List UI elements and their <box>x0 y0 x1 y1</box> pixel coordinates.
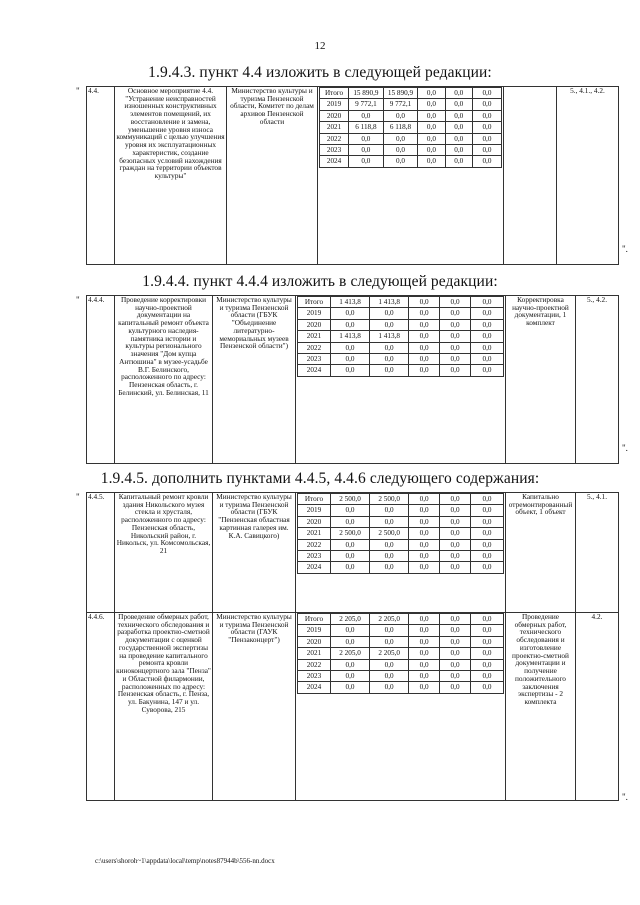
section-heading-4-4-5-6: 1.9.4.5. дополнить пунктами 4.4.5, 4.4.6 следующего содержания: <box>100 470 540 487</box>
item-executor: Министерство культуры и туризма Пензенской области (ГБУК "Пензенская областная картинная галерея им. К.А. Савицкого) <box>213 493 296 613</box>
item-name: Капитальный ремонт кровли здания Никольского музея стекла и хрусталя, расположенного по адресу: Пензенская область, Никольский район, г. Никольск, ул. Комсомольская, 21 <box>115 493 213 613</box>
finance-value: 0,0 <box>349 156 384 167</box>
finance-value: 0,0 <box>470 516 503 527</box>
finance-value: 0,0 <box>418 110 445 121</box>
finance-value: 0,0 <box>472 110 501 121</box>
item-name: Проведение обмерных работ, технического обследования и разработка проектно-сметной документации с оценкой государственной экспертизы на проведение капитального ремонта кровли киноконцертного зала "Пенза" и Областной филармонии, расположенных по адресу: Пензенская область, г. Пенза, ул. Бакунина, 147 и ул. Суворова, 215 <box>115 613 213 801</box>
finance-value: 0,0 <box>470 528 503 539</box>
finance-value: 0,0 <box>445 110 472 121</box>
finance-value: 0,0 <box>470 319 503 330</box>
finance-value: 2 205,0 <box>370 614 409 625</box>
finance-value: 1 413,8 <box>370 331 409 342</box>
finance-value: 0,0 <box>472 88 501 99</box>
finance-period: 2019 <box>298 308 331 319</box>
item-name: Основное мероприятие 4.4. "Устранение неисправностей изношенных конструктивных элементов помещений, их восстановление и замена, уменьшение уровня износа коммуникаций с целью улучшения уровня их эксплуатационных характеристик, создание безопасных условий нахождения граждан на территории объектов культуры" <box>115 87 227 265</box>
finance-value: 0,0 <box>370 353 409 364</box>
finance-value: 0,0 <box>440 625 471 636</box>
finance-value: 0,0 <box>330 670 369 681</box>
finance-value: 0,0 <box>349 133 384 144</box>
finance-value: 0,0 <box>445 133 472 144</box>
finance-value: 9 772,1 <box>349 99 384 110</box>
finance-value: 0,0 <box>370 636 409 647</box>
finance-period: Итого <box>298 494 331 505</box>
finance-value: 0,0 <box>470 539 503 550</box>
finance-period: Итого <box>298 297 331 308</box>
item-executor: Министерство культуры и туризма Пензенской области (ГБУК "Объединение литературно-мемориальных музеев Пензенской области") <box>213 296 296 464</box>
finance-value: 0,0 <box>409 562 440 573</box>
item-number: 4.4.6. <box>87 613 115 801</box>
finance-row <box>298 494 504 505</box>
finance-value: 0,0 <box>370 505 409 516</box>
finance-value: 0,0 <box>383 110 418 121</box>
finance-value: 0,0 <box>370 562 409 573</box>
finance-period: 2021 <box>298 648 331 659</box>
finance-value: 0,0 <box>470 562 503 573</box>
finance-value: 0,0 <box>409 636 440 647</box>
finance-value: 0,0 <box>470 550 503 561</box>
finance-row <box>298 353 504 364</box>
finance-value: 6 118,8 <box>383 122 418 133</box>
finance-row <box>298 308 504 319</box>
finance-value: 0,0 <box>330 682 369 693</box>
finance-period: 2021 <box>298 331 331 342</box>
finance-value: 0,0 <box>409 550 440 561</box>
finance-value: 0,0 <box>330 550 369 561</box>
finance-value: 0,0 <box>470 682 503 693</box>
finance-period: 2020 <box>298 516 331 527</box>
finance-row <box>320 122 502 133</box>
finance-value: 0,0 <box>370 342 409 353</box>
finance-period: 2020 <box>320 110 349 121</box>
finance-value: 0,0 <box>445 122 472 133</box>
finance-row <box>298 539 504 550</box>
finance-value: 0,0 <box>370 682 409 693</box>
finance-value: 0,0 <box>370 308 409 319</box>
finance-row <box>298 528 504 539</box>
finance-value: 0,0 <box>440 614 471 625</box>
finance-value: 0,0 <box>472 144 501 155</box>
finance-value: 0,0 <box>418 133 445 144</box>
finance-value: 0,0 <box>470 505 503 516</box>
finance-value: 0,0 <box>383 133 418 144</box>
finance-row <box>298 648 504 659</box>
finance-value: 0,0 <box>349 144 384 155</box>
finance-value: 0,0 <box>409 308 440 319</box>
table-items-4-4-5-6 <box>86 492 619 801</box>
finance-value: 0,0 <box>418 122 445 133</box>
finance-value: 15 890,9 <box>349 88 384 99</box>
finance-value: 0,0 <box>330 319 369 330</box>
open-quote-1: " <box>76 86 80 96</box>
finance-value: 2 205,0 <box>330 614 369 625</box>
finance-value: 0,0 <box>409 516 440 527</box>
finance-value: 0,0 <box>440 505 471 516</box>
finance-value: 0,0 <box>470 636 503 647</box>
section-heading-4-4-4: 1.9.4.4. пункт 4.4.4 изложить в следующей редакции: <box>142 273 498 290</box>
finance-period: 2022 <box>298 342 331 353</box>
finance-value: 0,0 <box>370 516 409 527</box>
finance-value: 2 205,0 <box>370 648 409 659</box>
finance-value: 0,0 <box>383 156 418 167</box>
finance-value: 0,0 <box>470 494 503 505</box>
finance-value: 0,0 <box>370 670 409 681</box>
finance-period: 2023 <box>320 144 349 155</box>
finance-value: 0,0 <box>409 365 440 376</box>
finance-value: 2 500,0 <box>370 494 409 505</box>
finance-row <box>320 144 502 155</box>
finance-period: 2019 <box>320 99 349 110</box>
footer-file-path: c:\users\shoroh~1\appdata\local\temp\notes87944b\556-nn.docx <box>95 857 275 865</box>
finance-row <box>298 670 504 681</box>
item-name: Проведение корректировки научно-проектной документации на капитальный ремонт объекта культурного наследия-памятника истории и культуры регионального значения "Дом купца Антюшина" в музее-усадьбе В.Г. Белинского, расположенного по адресу: Пензенская область, г. Белинский, ул. Белинская, 11 <box>115 296 213 464</box>
finance-value: 0,0 <box>470 614 503 625</box>
finance-value: 0,0 <box>330 562 369 573</box>
finance-row <box>298 659 504 670</box>
item-number: 4.4. <box>87 87 115 265</box>
finance-value: 1 413,8 <box>330 297 369 308</box>
finance-value: 0,0 <box>470 353 503 364</box>
finance-period: 2022 <box>320 133 349 144</box>
finance-value: 0,0 <box>330 625 369 636</box>
finance-value: 0,0 <box>470 625 503 636</box>
finance-period: 2024 <box>298 682 331 693</box>
finance-value: 0,0 <box>330 539 369 550</box>
finance-grid <box>319 87 502 168</box>
close-quote-1: ". <box>622 244 628 254</box>
finance-period: 2020 <box>298 319 331 330</box>
finance-row <box>298 625 504 636</box>
finance-value: 1 413,8 <box>330 331 369 342</box>
finance-value: 2 500,0 <box>370 528 409 539</box>
finance-value: 0,0 <box>470 331 503 342</box>
finance-value: 0,0 <box>470 342 503 353</box>
finance-grid <box>297 493 504 574</box>
finance-period: 2024 <box>320 156 349 167</box>
item-executor: Министерство культуры и туризма Пензенской области, Комитет по делам архивов Пензенской области <box>227 87 318 265</box>
item-ref: 5., 4.1., 4.2. <box>557 87 619 265</box>
finance-row <box>298 297 504 308</box>
finance-period: 2021 <box>298 528 331 539</box>
item-result: Проведение обмерных работ, технического обследования и изготовление проектно-сметной документации и получение положительного заключения экспертизы - 2 комплекта <box>506 613 576 801</box>
finance-value: 0,0 <box>418 88 445 99</box>
finance-period: 2021 <box>320 122 349 133</box>
finance-value: 0,0 <box>472 122 501 133</box>
finance-value: 0,0 <box>370 365 409 376</box>
finance-period: 2020 <box>298 636 331 647</box>
item-ref: 4.2. <box>576 613 619 801</box>
finance-value: 0,0 <box>409 494 440 505</box>
table-item-4-4 <box>86 86 619 265</box>
finance-value: 0,0 <box>330 659 369 670</box>
finance-value: 0,0 <box>440 494 471 505</box>
finance-value: 0,0 <box>409 659 440 670</box>
finance-period: 2024 <box>298 365 331 376</box>
finance-row <box>298 614 504 625</box>
finance-value: 0,0 <box>330 516 369 527</box>
finance-value: 0,0 <box>440 670 471 681</box>
finance-value: 0,0 <box>445 144 472 155</box>
finance-value: 0,0 <box>440 659 471 670</box>
finance-value: 0,0 <box>409 297 440 308</box>
finance-value: 0,0 <box>383 144 418 155</box>
finance-value: 0,0 <box>445 156 472 167</box>
finance-value: 0,0 <box>370 659 409 670</box>
item-result: Капитально отремонтированный объект, 1 объект <box>506 493 576 613</box>
finance-period: 2022 <box>298 659 331 670</box>
finance-value: 0,0 <box>440 342 471 353</box>
finance-row <box>298 516 504 527</box>
finance-value: 2 500,0 <box>330 528 369 539</box>
finance-value: 0,0 <box>330 365 369 376</box>
finance-value: 0,0 <box>409 505 440 516</box>
finance-period: 2023 <box>298 670 331 681</box>
finance-period: 2019 <box>298 505 331 516</box>
finance-period: 2023 <box>298 353 331 364</box>
finance-value: 0,0 <box>472 156 501 167</box>
item-ref: 5., 4.2. <box>576 296 619 464</box>
finance-value: 0,0 <box>330 353 369 364</box>
finance-grid <box>297 613 504 694</box>
section-heading-4-4: 1.9.4.3. пункт 4.4 изложить в следующей редакции: <box>148 64 492 81</box>
item-number: 4.4.4. <box>87 296 115 464</box>
finance-value: 0,0 <box>440 539 471 550</box>
finance-value: 0,0 <box>409 614 440 625</box>
finance-value: 0,0 <box>470 297 503 308</box>
finance-period: Итого <box>320 88 349 99</box>
finance-row <box>298 505 504 516</box>
open-quote-2: " <box>76 295 80 305</box>
finance-value: 0,0 <box>440 550 471 561</box>
finance-value: 0,0 <box>370 625 409 636</box>
page-number: 12 <box>314 40 326 52</box>
finance-value: 0,0 <box>470 308 503 319</box>
finance-value: 0,0 <box>409 625 440 636</box>
finance-value: 0,0 <box>470 659 503 670</box>
finance-value: 6 118,8 <box>349 122 384 133</box>
item-number: 4.4.5. <box>87 493 115 613</box>
finance-value: 0,0 <box>418 99 445 110</box>
finance-value: 0,0 <box>409 670 440 681</box>
finance-value: 0,0 <box>470 670 503 681</box>
finance-value: 9 772,1 <box>383 99 418 110</box>
finance-value: 0,0 <box>409 648 440 659</box>
finance-period: Итого <box>298 614 331 625</box>
finance-period: 2024 <box>298 562 331 573</box>
finance-row <box>298 342 504 353</box>
finance-value: 0,0 <box>440 365 471 376</box>
close-quote-3: ". <box>622 792 628 802</box>
finance-value: 0,0 <box>440 297 471 308</box>
table-item-4-4-4 <box>86 295 619 464</box>
item-ref: 5., 4.1. <box>576 493 619 613</box>
finance-value: 0,0 <box>470 648 503 659</box>
finance-value: 0,0 <box>472 133 501 144</box>
finance-row <box>298 331 504 342</box>
finance-value: 0,0 <box>409 353 440 364</box>
finance-row <box>320 133 502 144</box>
finance-value: 0,0 <box>370 319 409 330</box>
finance-value: 2 500,0 <box>330 494 369 505</box>
finance-value: 0,0 <box>418 144 445 155</box>
finance-value: 2 205,0 <box>330 648 369 659</box>
finance-row <box>320 110 502 121</box>
finance-value: 0,0 <box>440 682 471 693</box>
finance-value: 0,0 <box>440 516 471 527</box>
finance-row <box>298 562 504 573</box>
finance-row <box>320 156 502 167</box>
finance-row <box>298 319 504 330</box>
finance-row <box>298 550 504 561</box>
finance-period: 2019 <box>298 625 331 636</box>
item-result <box>504 87 557 265</box>
finance-grid <box>297 296 504 377</box>
close-quote-2: ". <box>622 443 628 453</box>
finance-value: 0,0 <box>472 99 501 110</box>
finance-row <box>298 682 504 693</box>
finance-value: 0,0 <box>330 505 369 516</box>
finance-row <box>298 365 504 376</box>
finance-value: 0,0 <box>409 528 440 539</box>
finance-value: 0,0 <box>330 342 369 353</box>
finance-value: 0,0 <box>440 562 471 573</box>
finance-period: 2022 <box>298 539 331 550</box>
finance-value: 0,0 <box>330 636 369 647</box>
finance-value: 0,0 <box>418 156 445 167</box>
finance-value: 0,0 <box>409 342 440 353</box>
finance-value: 0,0 <box>330 308 369 319</box>
finance-row <box>320 99 502 110</box>
finance-value: 0,0 <box>409 682 440 693</box>
finance-value: 0,0 <box>370 539 409 550</box>
open-quote-3: " <box>76 492 80 502</box>
finance-value: 0,0 <box>440 331 471 342</box>
finance-row <box>320 88 502 99</box>
finance-value: 0,0 <box>440 528 471 539</box>
finance-value: 0,0 <box>349 110 384 121</box>
finance-value: 0,0 <box>409 539 440 550</box>
item-executor: Министерство культуры и туризма Пензенской области (ГАУК "Пензаконцерт") <box>213 613 296 801</box>
finance-value: 1 413,8 <box>370 297 409 308</box>
finance-value: 0,0 <box>370 550 409 561</box>
finance-value: 0,0 <box>409 331 440 342</box>
finance-value: 0,0 <box>445 99 472 110</box>
finance-value: 0,0 <box>440 353 471 364</box>
finance-value: 0,0 <box>440 319 471 330</box>
finance-value: 0,0 <box>440 308 471 319</box>
finance-period: 2023 <box>298 550 331 561</box>
finance-row <box>298 636 504 647</box>
item-result: Корректировка научно-проектной документации, 1 комплект <box>506 296 576 464</box>
finance-value: 0,0 <box>470 365 503 376</box>
finance-value: 0,0 <box>445 88 472 99</box>
finance-value: 0,0 <box>440 636 471 647</box>
finance-value: 0,0 <box>409 319 440 330</box>
finance-value: 0,0 <box>440 648 471 659</box>
finance-value: 15 890,9 <box>383 88 418 99</box>
